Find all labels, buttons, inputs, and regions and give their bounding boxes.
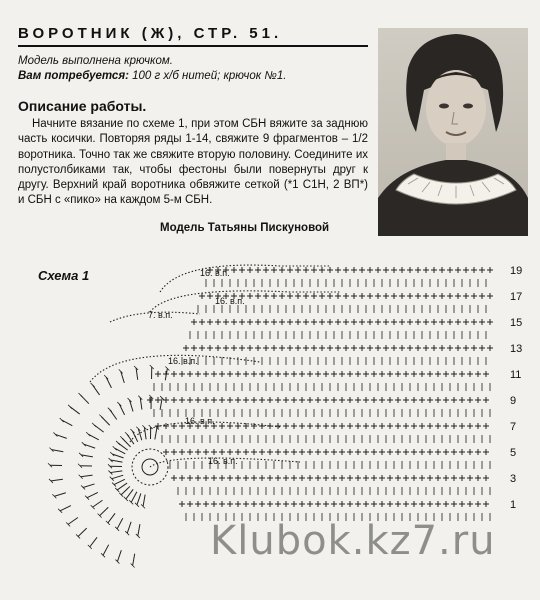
fan-stitch-tick xyxy=(117,402,121,406)
fan-stitch-tick xyxy=(58,509,62,513)
fan-stitch xyxy=(62,420,73,426)
fan-stitch-tick xyxy=(130,429,134,433)
fan-stitch xyxy=(110,471,122,473)
fan-stitch xyxy=(117,483,127,490)
fan-stitch xyxy=(143,495,145,507)
loop-label: 16. в.п. xyxy=(215,296,245,306)
needs-value: 100 г х/б нитей; крючок №1. xyxy=(128,70,287,82)
fan-stitch-tick xyxy=(85,496,89,500)
model-photo xyxy=(378,28,528,236)
fan-stitch xyxy=(112,475,123,479)
fan-stitch-tick xyxy=(91,383,95,387)
row-number: 3 xyxy=(510,473,517,485)
fan-stitch xyxy=(68,517,78,524)
fan-stitch-tick xyxy=(68,405,72,409)
chain-loop xyxy=(150,291,340,312)
fan-stitch-tick xyxy=(129,500,133,504)
fan-stitch xyxy=(121,486,130,494)
fan-stitch xyxy=(108,513,115,523)
row-number: 1 xyxy=(510,499,517,511)
fan-stitch xyxy=(137,493,141,504)
fan-stitch-tick xyxy=(79,393,83,397)
row-number: 19 xyxy=(510,265,523,277)
loop-label: 7. в.п. xyxy=(148,310,173,320)
fan-stitch xyxy=(106,377,111,388)
fan-stitch xyxy=(131,492,137,503)
chain-loop xyxy=(160,265,330,292)
row-number: 7 xyxy=(510,421,517,433)
fan-stitch xyxy=(103,545,109,556)
fan-stitch-tick xyxy=(60,418,64,422)
needs-label: Вам потребуется: xyxy=(18,70,129,82)
row-number: 5 xyxy=(510,447,517,459)
fan-stitch-tick xyxy=(115,527,119,531)
row-number: 13 xyxy=(510,343,523,355)
fan-stitch xyxy=(88,434,99,440)
loop-label: 16. в.п. xyxy=(185,416,215,426)
fan-stitch-tick xyxy=(120,436,124,440)
loop-label: 16. в.п. xyxy=(200,268,230,278)
fan-stitch-tick xyxy=(101,553,105,557)
fan-stitch xyxy=(100,507,109,515)
fan-stitch-tick xyxy=(99,415,103,419)
fan-stitch xyxy=(54,493,65,497)
fan-stitch-tick xyxy=(86,432,90,436)
loop-label: 16. в.п. xyxy=(168,356,198,366)
row-number: 11 xyxy=(510,369,522,381)
fan-stitch xyxy=(117,518,123,529)
fan-scallop xyxy=(48,365,169,567)
stitch-grid xyxy=(147,267,493,521)
description-heading: Описание работы. xyxy=(18,98,147,114)
fan-stitch xyxy=(93,500,103,507)
fan-stitch xyxy=(81,475,93,477)
description-text xyxy=(18,117,368,209)
fan-stitch xyxy=(132,431,137,442)
fan-stitch xyxy=(155,428,157,440)
fan-stitch xyxy=(51,479,63,481)
fan-stitch xyxy=(115,448,126,454)
row-numbers xyxy=(510,265,522,511)
schema-label: Схема 1 xyxy=(38,268,90,283)
fan-stitch-tick xyxy=(113,446,117,450)
fan-stitch xyxy=(126,489,133,499)
fan-stitch xyxy=(78,528,87,536)
fan-stitch xyxy=(133,554,135,566)
fan-stitch-tick xyxy=(116,441,120,445)
fan-stitch-tick xyxy=(108,408,112,412)
intro-line: Модель выполнена крючком. xyxy=(18,55,173,67)
row-number: 17 xyxy=(510,291,523,303)
model-credit: Модель Татьяны Пискуновой xyxy=(160,222,330,234)
fan-stitch xyxy=(60,506,71,511)
row-number: 9 xyxy=(510,395,517,407)
fan-stitch xyxy=(127,522,131,533)
page-title: ВОРОТНИК (Ж), СТР. 51. xyxy=(18,25,368,47)
intro-block xyxy=(18,54,363,84)
fan-stitch xyxy=(117,550,121,561)
fan-stitch xyxy=(83,484,94,488)
fan-stitch xyxy=(114,479,125,484)
fan-stitch-tick xyxy=(112,483,116,487)
fan-stitch-tick xyxy=(92,423,96,427)
fan-stitch xyxy=(90,537,97,547)
chain-loops xyxy=(90,265,340,467)
row-number: 15 xyxy=(510,317,523,329)
fan-stitch xyxy=(87,492,98,497)
watermark: Klubok.kz7.ru xyxy=(210,518,496,564)
loop-label: 16. в.п. xyxy=(208,456,238,466)
fan-stitch-tick xyxy=(125,432,129,436)
description-paragraph: Начните вязание по схеме 1, при этом СБН вяжите за заднюю часть косички. Повторяя ряды 1-14, свяжите 9 фрагментов – 1/2 воротника. Точно так же свяжите вторую половину. Соедините их полустолбиками так, чтобы фестоны были повернуты друг к другу. Верхний край воротника обвяжите сеткой (*1 С1Н, 2 ВП*) и СБН с «пико» на каждом 5-м СБН. xyxy=(18,118,368,207)
fan-stitch xyxy=(138,524,140,536)
fan-stitch xyxy=(119,404,124,415)
fan-stitch-tick xyxy=(104,375,108,379)
